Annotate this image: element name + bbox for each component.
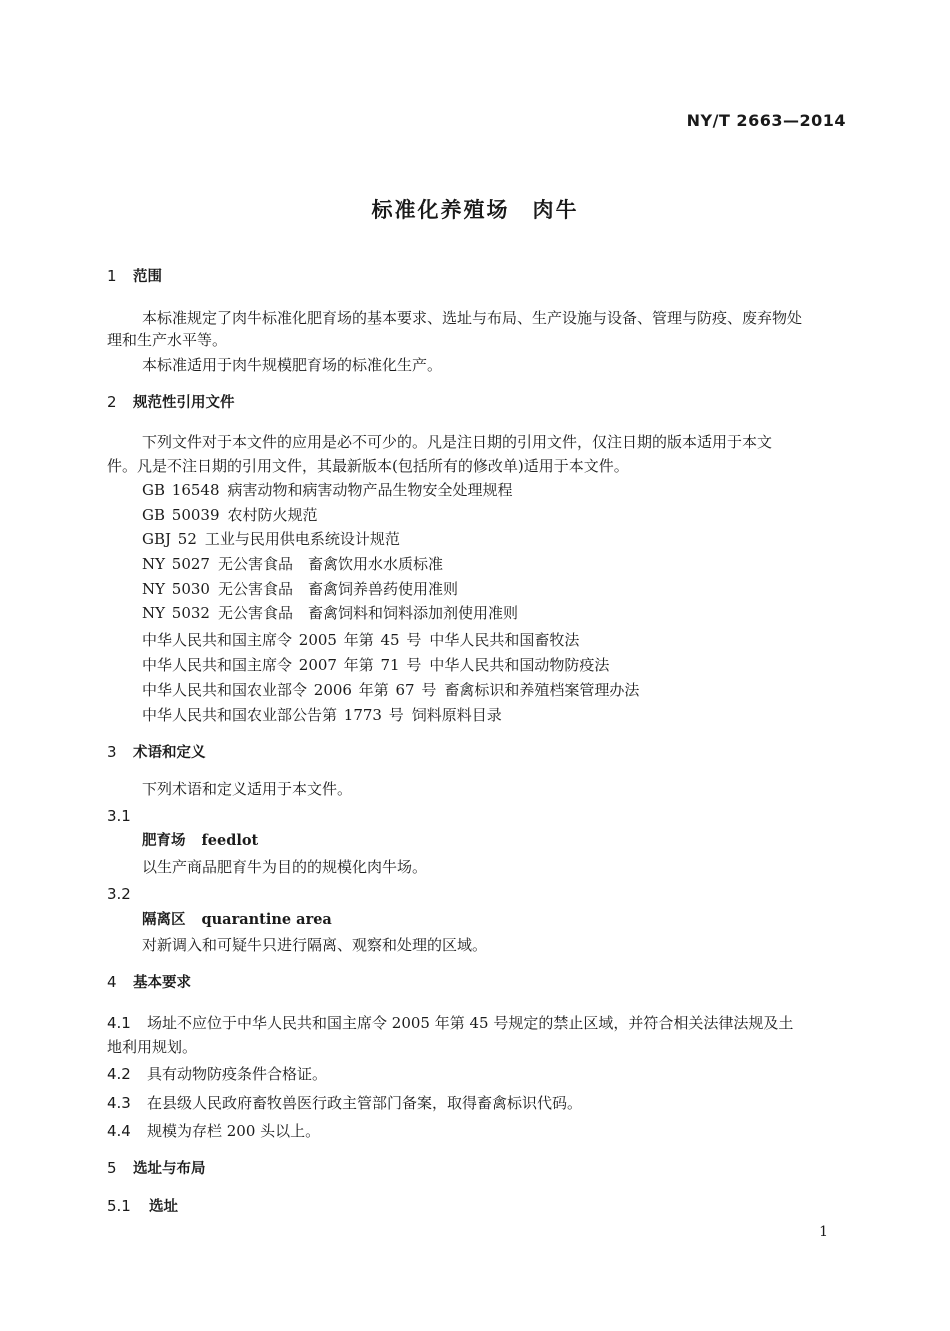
reference-item: GB 50039 农村防火规范 [142,506,318,524]
section-3-heading: 3 术语和定义 [107,743,206,761]
page-number: 1 [819,1224,828,1240]
term-number: 3.1 [107,807,131,825]
paragraph-continued: 理和生产水平等。 [107,331,228,349]
paragraph: 本标准规定了肉牛标准化肥育场的基本要求、选址与布局、生产设施与设备、管理与防疫、废弃物处 [142,309,803,327]
reference-item: NY 5027 无公害食品 畜禽饮用水水质标准 [142,555,443,573]
reference-item: 中华人民共和国主席令 2007 年第 71 号 中华人民共和国动物防疫法 [142,656,610,674]
term-definition: 以生产商品肥育牛为目的的规模化肉牛场。 [142,858,428,876]
term-definition: 对新调入和可疑牛只进行隔离、观察和处理的区域。 [142,936,488,954]
paragraph: 本标准适用于肉牛规模肥育场的标准化生产。 [142,356,443,374]
paragraph-continued: 件。凡是不注日期的引用文件，其最新版本(包括所有的修改单)适用于本文件。 [107,457,629,475]
clause-4-4: 4.4 规模为存栏 200 头以上。 [107,1122,321,1140]
reference-item: GBJ 52 工业与民用供电系统设计规范 [142,530,400,548]
term-heading: 肥育场 feedlot [142,832,259,849]
clause-continued: 地利用规划。 [107,1038,198,1056]
reference-item: NY 5030 无公害食品 畜禽饲养兽药使用准则 [142,580,458,598]
paragraph: 下列术语和定义适用于本文件。 [142,780,353,798]
section-4-heading: 4 基本要求 [107,973,191,991]
reference-item: 中华人民共和国农业部令 2006 年第 67 号 畜禽标识和养殖档案管理办法 [142,681,640,699]
reference-item: 中华人民共和国主席令 2005 年第 45 号 中华人民共和国畜牧法 [142,631,580,649]
reference-item: GB 16548 病害动物和病害动物产品生物安全处理规程 [142,481,513,499]
section-2-heading: 2 规范性引用文件 [107,393,235,411]
reference-item: 中华人民共和国农业部公告第 1773 号 饲料原料目录 [142,706,502,724]
subsection-5-1-heading: 5.1 选址 [107,1197,178,1215]
section-5-heading: 5 选址与布局 [107,1159,206,1177]
term-heading: 隔离区 quarantine area [142,911,332,928]
standard-number: NY/T 2663—2014 [686,111,846,130]
clause-4-2: 4.2 具有动物防疫条件合格证。 [107,1065,328,1083]
reference-item: NY 5032 无公害食品 畜禽饲料和饲料添加剂使用准则 [142,604,518,622]
clause-4-3: 4.3 在县级人民政府畜牧兽医行政主管部门备案，取得畜禽标识代码。 [107,1094,583,1112]
section-1-heading: 1 范围 [107,267,162,285]
term-number: 3.2 [107,885,131,903]
clause-4-1: 4.1 场址不应位于中华人民共和国主席令 2005 年第 45 号规定的禁止区域，并符合相关法律法规及土 [107,1014,794,1032]
document-title: 标准化养殖场 肉牛 [371,198,579,222]
paragraph: 下列文件对于本文件的应用是必不可少的。凡是注日期的引用文件，仅注日期的版本适用于本文 [142,433,773,451]
